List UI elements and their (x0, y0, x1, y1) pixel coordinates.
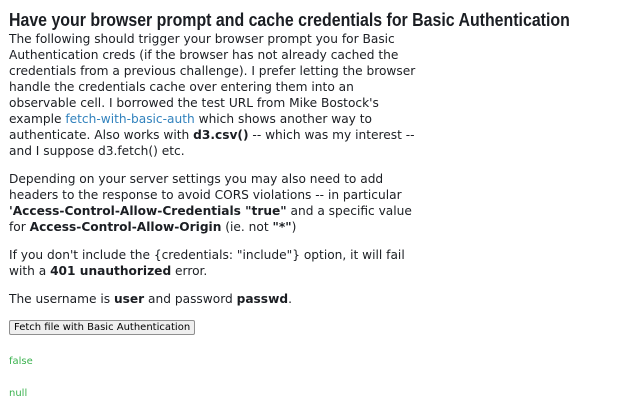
fetch-basic-auth-button[interactable]: Fetch file with Basic Authentication (9, 320, 195, 335)
login-text: The username is (9, 292, 114, 306)
cors-text-ie: (ie. not (221, 220, 273, 234)
intro-text-continued: which shows another way to authenticate. Also works with (9, 112, 373, 142)
unauthorized-error: 401 unauthorized (50, 264, 172, 278)
credentials-text-tail: error. (171, 264, 208, 278)
intro-text: The following should trigger your browser prompt you for Basic Authentication creds (if the browser has not already cached the credentials from a previous challenge). I prefer letting the browser handle the credentials cache over entering them into an observable cell. I borrowed the test URL from Mike Bostock's example (9, 32, 416, 126)
wildcard-value: "*" (272, 220, 292, 234)
intro-paragraph (9, 31, 421, 159)
cors-text-continued: and a specific value for (9, 204, 412, 234)
allow-origin-header: Access-Control-Allow-Origin (29, 220, 222, 234)
username-value: user (113, 292, 145, 306)
cors-paragraph (9, 171, 421, 235)
login-paragraph (9, 291, 421, 307)
fetch-with-basic-auth-link[interactable]: fetch-with-basic-auth (65, 112, 195, 126)
d3-csv-code: d3.csv() (193, 128, 249, 142)
password-value: passwd (236, 292, 289, 306)
output-value-false: false (9, 356, 33, 367)
cors-text: Depending on your server settings you may also need to add headers to the response to avoid CORS violations -- in particular (9, 172, 402, 202)
notebook-page (9, 10, 629, 400)
credentials-paragraph (9, 247, 419, 279)
login-text-end: . (288, 292, 292, 306)
intro-text-tail: -- which was my interest -- and I suppose d3.fetch() etc. (9, 128, 415, 158)
cors-text-close: ) (291, 220, 297, 234)
login-text-continued: and password (144, 292, 237, 306)
output-value-null: null (9, 388, 28, 399)
page-title: Have your browser prompt and cache credentials for Basic Authentication (9, 9, 570, 30)
credentials-text: If you don't include the {credentials: "include"} option, it will fail with a (9, 248, 405, 278)
allow-credentials-header: 'Access-Control-Allow-Credentials "true" (9, 204, 287, 218)
